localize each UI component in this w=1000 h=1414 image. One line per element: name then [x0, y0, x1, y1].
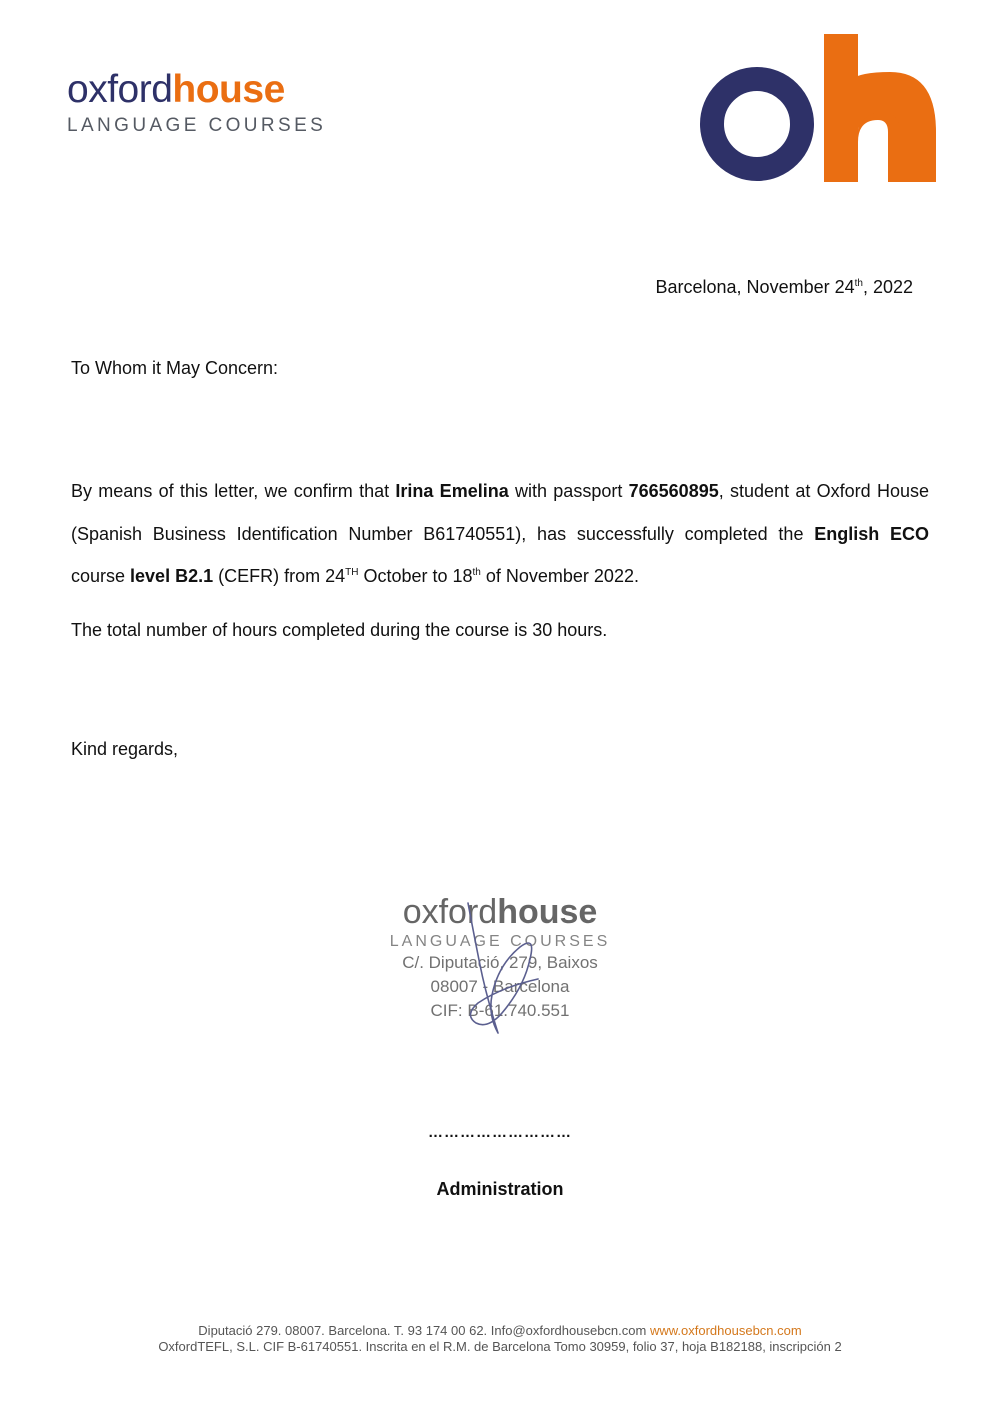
- student-name: Irina Emelina: [395, 481, 509, 501]
- brand-subtitle: LANGUAGE COURSES: [67, 115, 327, 136]
- oh-monogram-h-stem: [824, 34, 858, 182]
- footer-legal: OxfordTEFL, S.L. CIF B-61740551. Inscrita en el R.M. de Barcelona Tomo 30959, folio 37, hoja B182188, inscripción 2: [158, 1339, 842, 1354]
- signature-line: ………………………: [428, 1124, 572, 1141]
- website-link[interactable]: www.oxfordhousebcn.com: [649, 1323, 802, 1338]
- stamp-cif: CIF: B-61.740.551: [430, 1001, 570, 1020]
- brand-logo: [67, 70, 326, 137]
- oh-monogram-logo: [700, 32, 940, 184]
- footer-contact: Diputació 279. 08007. Barcelona. T. 93 174 00 62. Info@oxfordhousebcn.com www.oxfordhousebcn.com: [198, 1323, 802, 1338]
- salutation: To Whom it May Concern:: [71, 358, 279, 378]
- handwritten-signature: [440, 895, 560, 1045]
- course-name: English ECO: [814, 523, 929, 544]
- brand-wordmark: oxfordhouse: [67, 68, 285, 111]
- stamp-wordmark: oxfordhouse: [402, 893, 598, 931]
- signatory-role: Administration: [436, 1179, 564, 1199]
- oh-monogram-o: [712, 79, 802, 169]
- footer: [0, 1323, 1000, 1355]
- letter-date: Barcelona, November 24th, 2022: [655, 277, 913, 297]
- confirmation-paragraph: By means of this letter, we confirm that Irina Emelina with passport 766560895, student at Oxford House (Spanish Business Identification Number B61740551), has successfully completed the English ECO course level B2.1 (CEFR) from 24TH October to 18th of November 2022.: [71, 481, 929, 586]
- hours-statement: The total number of hours completed during the course is 30 hours.: [71, 620, 608, 640]
- course-level: level B2.1: [130, 566, 214, 586]
- stamp-subtitle: LANGUAGE COURSES: [389, 933, 611, 950]
- closing: Kind regards,: [71, 739, 179, 759]
- stamp-city: 08007 - Barcelona: [430, 977, 570, 996]
- passport-number: 766560895: [628, 481, 719, 501]
- stamp-address: C/. Diputació, 279, Baixos: [402, 953, 598, 972]
